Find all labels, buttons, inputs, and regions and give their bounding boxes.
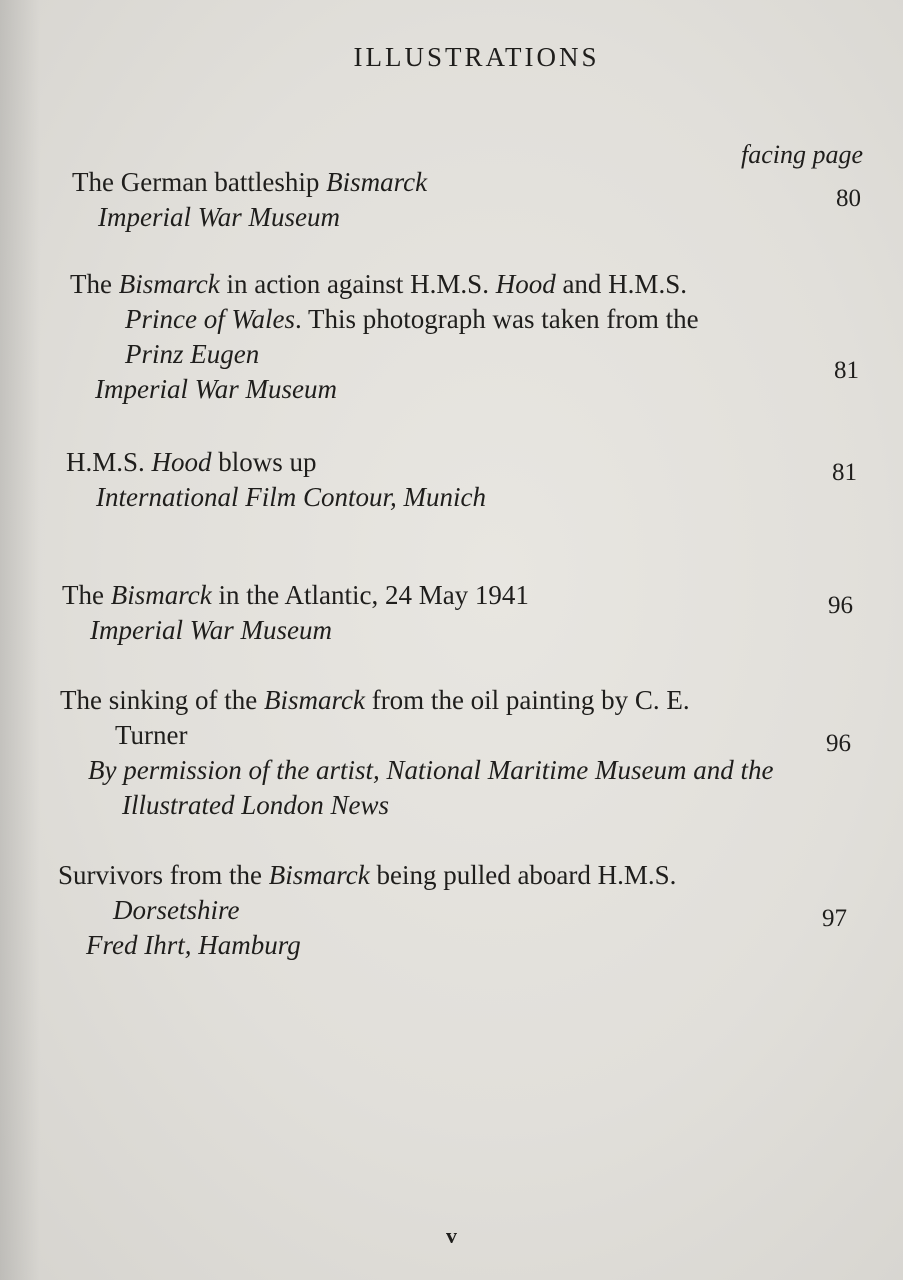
- entry-title-line: The Bismarck in action against H.M.S. Hood and H.M.S.: [70, 269, 687, 299]
- entry-title-line: Turner: [115, 720, 188, 750]
- entry-title-line: Prince of Wales. This photograph was taken from the: [125, 304, 699, 334]
- entry-page-number: 97: [822, 905, 847, 932]
- entry-title-line: The German battleship Bismarck: [72, 167, 428, 197]
- illustration-entry: [70, 267, 699, 407]
- entry-page-number: 80: [836, 185, 861, 212]
- entry-credit: Imperial War Museum: [90, 615, 332, 645]
- entry-credit: Illustrated London News: [122, 790, 390, 820]
- entry-page-number: 81: [832, 459, 857, 486]
- entry-title-line: Survivors from the Bismarck being pulled aboard H.M.S.: [58, 860, 677, 890]
- illustration-entry: [72, 165, 427, 235]
- page-title: ILLUSTRATIONS: [353, 42, 600, 72]
- entry-title-line: H.M.S. Hood blows up: [66, 447, 317, 477]
- entry-title-line: Dorsetshire: [113, 895, 240, 925]
- entry-credit: Imperial War Museum: [95, 374, 337, 404]
- entry-page-number: 96: [826, 730, 851, 757]
- entry-credit: By permission of the artist, National Maritime Museum and the: [88, 755, 774, 785]
- entry-title-line: Prinz Eugen: [125, 339, 260, 369]
- page-number-footer: v: [446, 1223, 457, 1248]
- illustration-entry: [66, 445, 486, 515]
- illustration-entry: [62, 578, 529, 648]
- facing-page-label: facing page: [740, 140, 863, 169]
- illustration-entry: [58, 858, 676, 963]
- entry-credit: Fred Ihrt, Hamburg: [86, 930, 301, 960]
- entry-title-line: The Bismarck in the Atlantic, 24 May 1941: [62, 580, 529, 610]
- entry-page-number: 81: [834, 357, 859, 384]
- entry-credit: Imperial War Museum: [98, 202, 340, 232]
- entry-credit: International Film Contour, Munich: [96, 482, 486, 512]
- entry-page-number: 96: [828, 592, 853, 619]
- entry-title-line: The sinking of the Bismarck from the oil painting by C. E.: [60, 685, 690, 715]
- illustration-entry: [60, 683, 773, 823]
- page-gutter-shadow: [0, 0, 40, 1280]
